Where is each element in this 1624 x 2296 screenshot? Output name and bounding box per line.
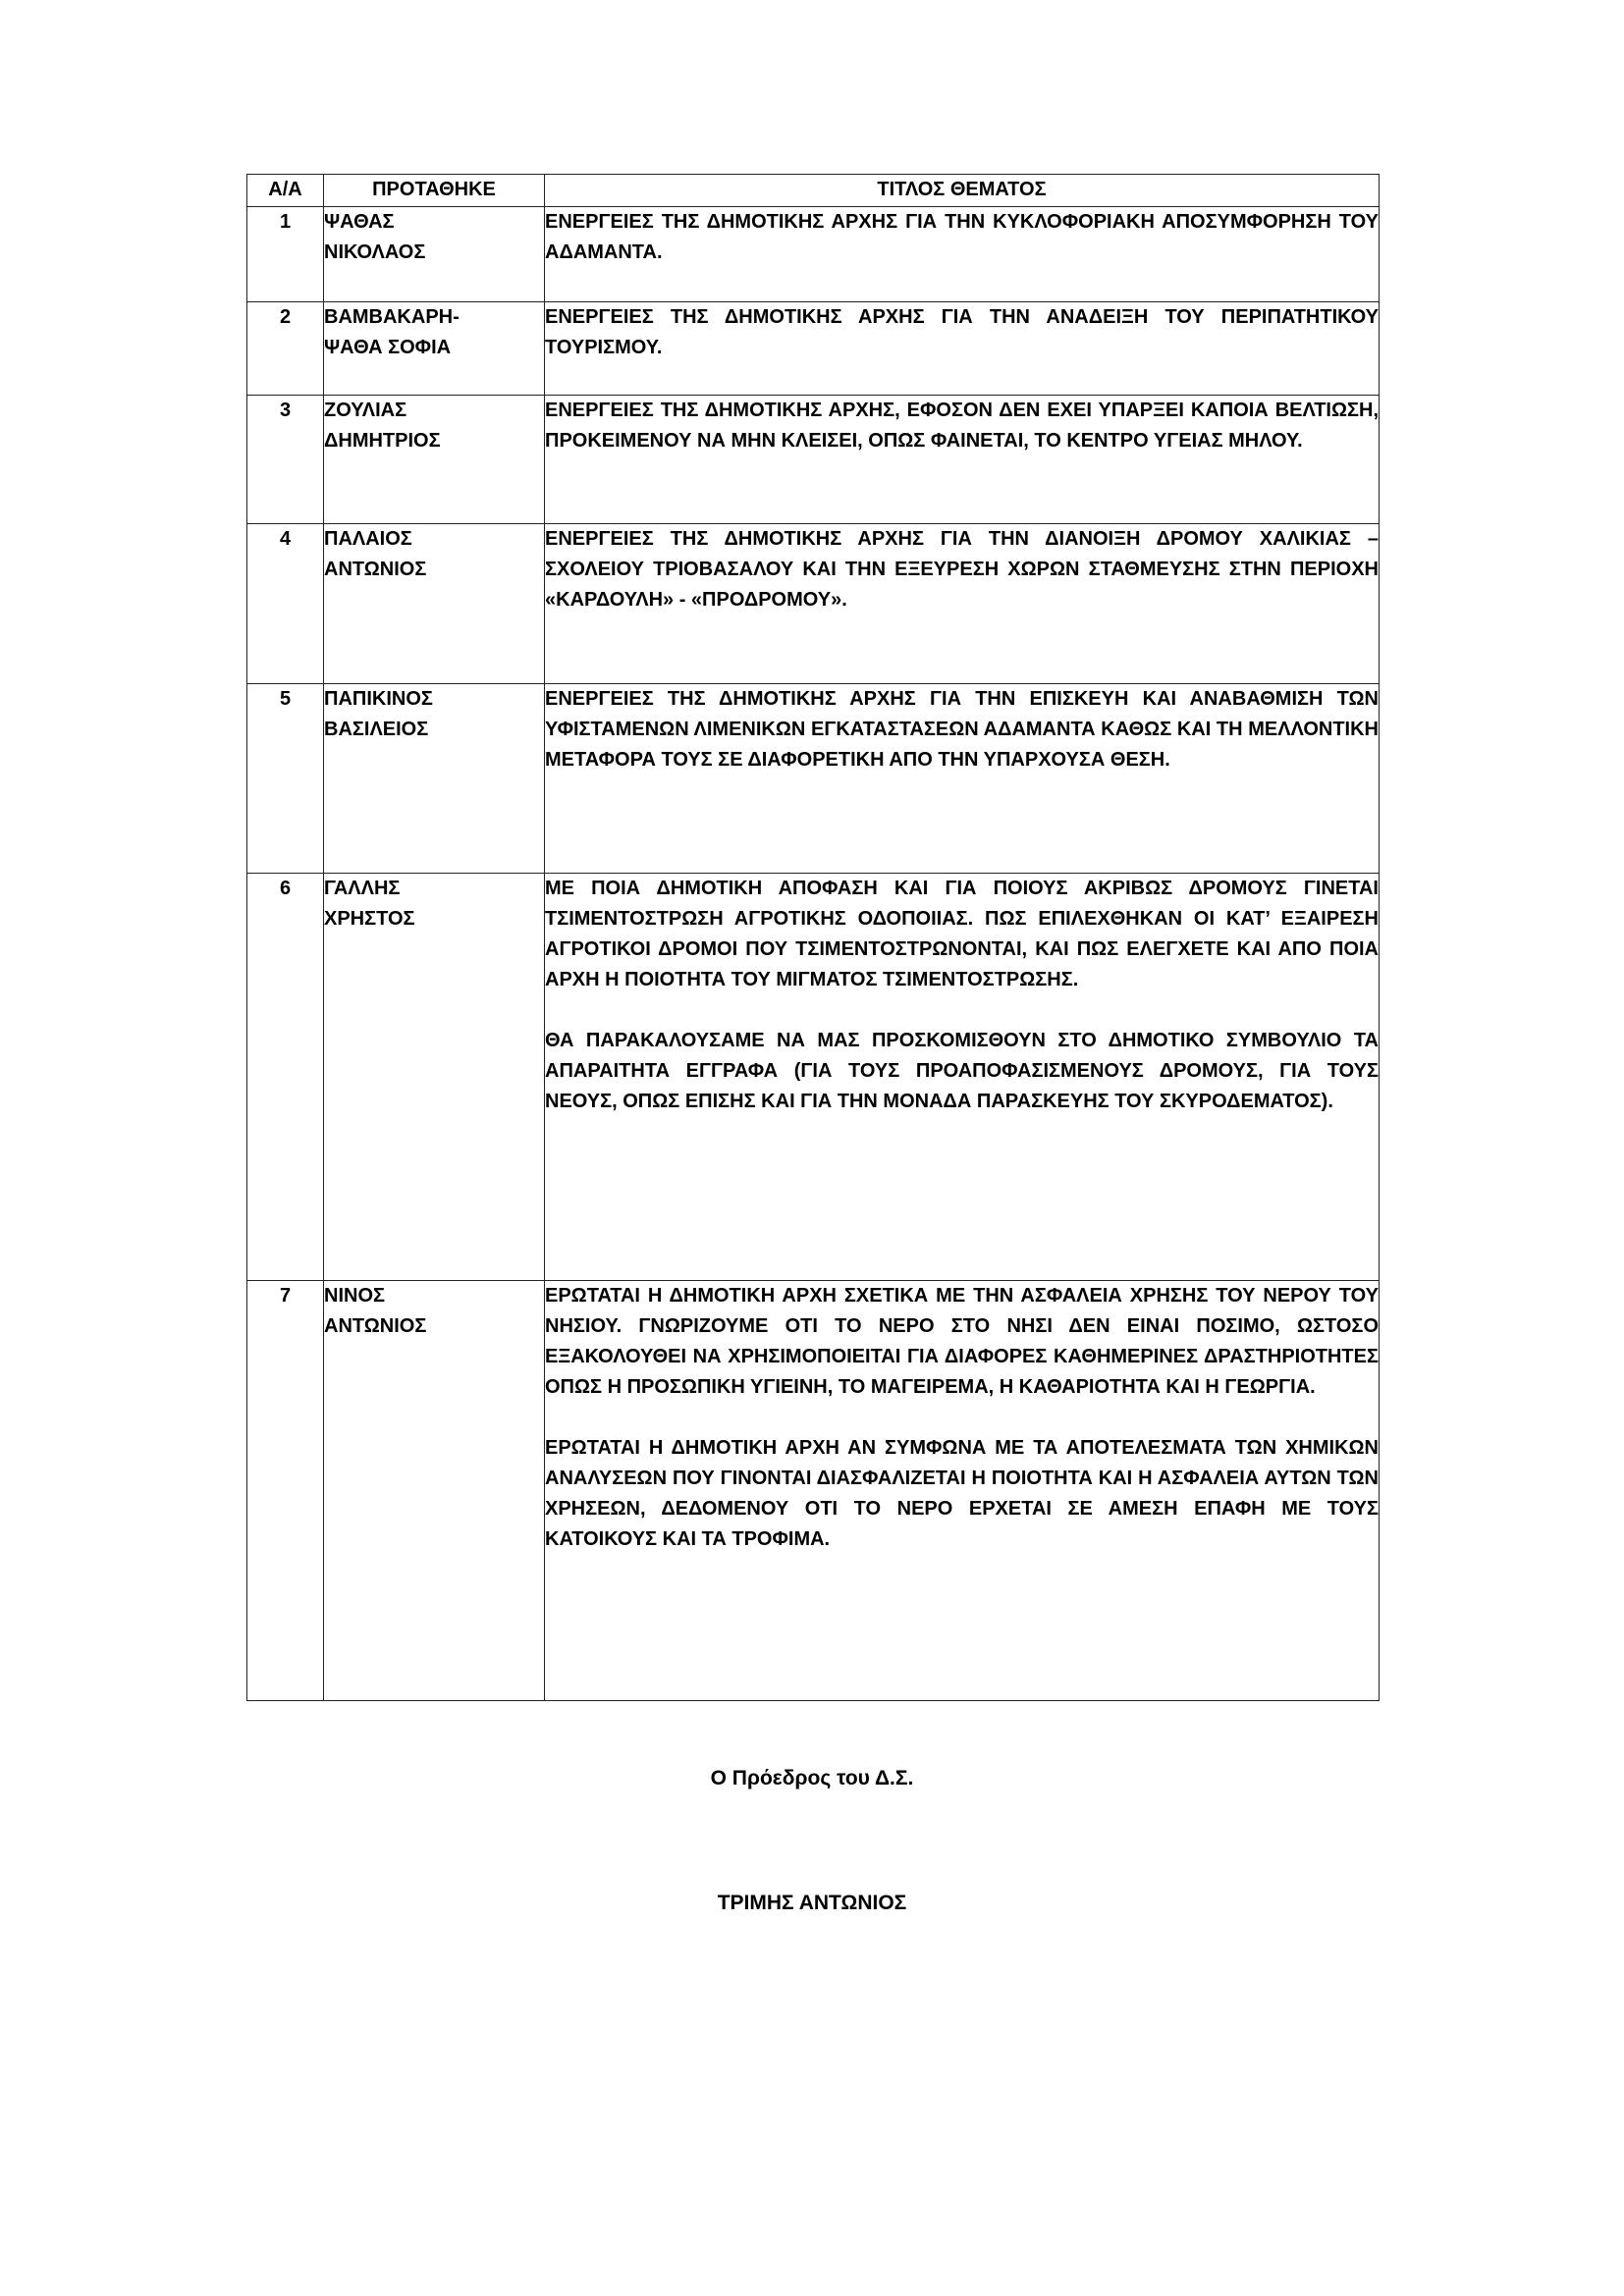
title-paragraph: ΕΝΕΡΓΕΙΕΣ ΤΗΣ ΔΗΜΟΤΙΚΗΣ ΑΡΧΗΣ, ΕΦΟΣΟΝ ΔΕΝ ΕΧΕΙ ΥΠΑΡΞΕΙ ΚΑΠΟΙΑ ΒΕΛΤΙΩΣΗ, ΠΡΟΚΕΙΜΕΝΟΥ ΝΑ ΜΗΝ ΚΛΕΙΣΕΙ, ΟΠΩΣ ΦΑΙΝΕΤΑΙ, ΤΟ ΚΕΝΤΡΟ ΥΓΕΙΑΣ ΜΗΛΟΥ.	[545, 400, 1379, 452]
title-paragraph: ΕΝΕΡΓΕΙΕΣ ΤΗΣ ΔΗΜΟΤΙΚΗΣ ΑΡΧΗΣ ΓΙΑ ΤΗΝ ΑΝΑΔΕΙΞΗ ΤΟΥ ΠΕΡΙΠΑΤΗΤΙΚΟΥ ΤΟΥΡΙΣΜΟΥ.	[545, 306, 1379, 358]
row-proposer	[324, 1281, 545, 1701]
proposer-line: ΠΑΛΑΙΟΣ	[324, 528, 412, 550]
row-proposer	[324, 524, 545, 684]
row-number: 2	[247, 302, 324, 396]
row-proposer	[324, 207, 545, 302]
row-number: 5	[247, 684, 324, 874]
title-paragraph: ΕΝΕΡΓΕΙΕΣ ΤΗΣ ΔΗΜΟΤΙΚΗΣ ΑΡΧΗΣ ΓΙΑ ΤΗΝ ΔΙΑΝΟΙΞΗ ΔΡΟΜΟΥ ΧΑΛΙΚΙΑΣ – ΣΧΟΛΕΙΟΥ ΤΡΙΟΒΑΣΑΛΟΥ ΚΑΙ ΤΗΝ ΕΞΕΥΡΕΣΗ ΧΩΡΩΝ ΣΤΑΘΜΕΥΣΗΣ ΣΤΗΝ ΠΕΡΙΟΧΗ «ΚΑΡΔΟΥΛΗ» - «ΠΡΟΔΡΟΜΟΥ».	[545, 528, 1379, 611]
table-row	[247, 396, 1380, 524]
row-proposer	[324, 302, 545, 396]
row-title	[545, 1281, 1380, 1701]
row-number: 7	[247, 1281, 324, 1701]
row-number: 6	[247, 874, 324, 1281]
row-title	[545, 302, 1380, 396]
row-proposer	[324, 396, 545, 524]
row-number: 4	[247, 524, 324, 684]
proposer-line: ΝΙΚΟΛΑΟΣ	[324, 241, 426, 263]
proposer-line: ΒΑΜΒΑΚΑΡΗ-	[324, 306, 460, 328]
proposer-line: ΨΑΘΑΣ	[324, 211, 395, 233]
row-title	[545, 207, 1380, 302]
title-paragraph: ΕΡΩΤΑΤΑΙ Η ΔΗΜΟΤΙΚΗ ΑΡΧΗ ΣΧΕΤΙΚΑ ΜΕ ΤΗΝ ΑΣΦΑΛΕΙΑ ΧΡΗΣΗΣ ΤΟΥ ΝΕΡΟΥ ΤΟΥ ΝΗΣΙΟΥ. ΓΝΩΡΙΖΟΥΜΕ ΟΤΙ ΤΟ ΝΕΡΟ ΣΤΟ ΝΗΣΙ ΔΕΝ ΕΙΝΑΙ ΠΟΣΙΜΟ, ΩΣΤΟΣΟ ΕΞΑΚΟΛΟΥΘΕΙ ΝΑ ΧΡΗΣΙΜΟΠΟΙΕΙΤΑΙ ΓΙΑ ΔΙΑΦΟΡΕΣ ΚΑΘΗΜΕΡΙΝΕΣ ΔΡΑΣΤΗΡΙΟΤΗΤΕΣ ΟΠΩΣ Η ΠΡΟΣΩΠΙΚΗ ΥΓΙΕΙΝΗ, ΤΟ ΜΑΓΕΙΡΕΜΑ, Η ΚΑΘΑΡΙΟΤΗΤΑ ΚΑΙ Η ΓΕΩΡΓΙΑ.	[545, 1285, 1379, 1398]
row-proposer	[324, 684, 545, 874]
title-paragraph: ΕΝΕΡΓΕΙΕΣ ΤΗΣ ΔΗΜΟΤΙΚΗΣ ΑΡΧΗΣ ΓΙΑ ΤΗΝ ΕΠΙΣΚΕΥΗ ΚΑΙ ΑΝΑΒΑΘΜΙΣΗ ΤΩΝ ΥΦΙΣΤΑΜΕΝΩΝ ΛΙΜΕΝΙΚΩΝ ΕΓΚΑΤΑΣΤΑΣΕΩΝ ΑΔΑΜΑΝΤΑ ΚΑΘΩΣ ΚΑΙ ΤΗ ΜΕΛΛΟΝΤΙΚΗ ΜΕΤΑΦΟΡΑ ΤΟΥΣ ΣΕ ΔΙΑΦΟΡΕΤΙΚΗ ΑΠΟ ΤΗΝ ΥΠΑΡΧΟΥΣΑ ΘΕΣΗ.	[545, 688, 1379, 771]
row-number: 1	[247, 207, 324, 302]
proposer-line: ΝΙΝΟΣ	[324, 1285, 386, 1307]
table-header-row	[247, 175, 1380, 207]
row-title	[545, 396, 1380, 524]
table-row	[247, 874, 1380, 1281]
agenda-table	[246, 174, 1380, 1701]
title-paragraph: ΘΑ ΠΑΡΑΚΑΛΟΥΣΑΜΕ ΝΑ ΜΑΣ ΠΡΟΣΚΟΜΙΣΘΟΥΝ ΣΤΟ ΔΗΜΟΤΙΚΟ ΣΥΜΒΟΥΛΙΟ ΤΑ ΑΠΑΡΑΙΤΗΤΑ ΕΓΓΡΑΦΑ (ΓΙΑ ΤΟΥΣ ΠΡΟΑΠΟΦΑΣΙΣΜΕΝΟΥΣ ΔΡΟΜΟΥΣ, ΓΙΑ ΤΟΥΣ ΝΕΟΥΣ, ΟΠΩΣ ΕΠΙΣΗΣ ΚΑΙ ΓΙΑ ΤΗΝ ΜΟΝΑΔΑ ΠΑΡΑΣΚΕΥΗΣ ΤΟΥ ΣΚΥΡΟΔΕΜΑΤΟΣ).	[545, 1030, 1379, 1112]
row-title	[545, 524, 1380, 684]
header-number: Α/Α	[247, 175, 324, 207]
proposer-line: ΧΡΗΣΤΟΣ	[324, 908, 415, 930]
proposer-line: ΔΗΜΗΤΡΙΟΣ	[324, 430, 441, 452]
header-proposer: ΠΡΟΤΑΘΗΚΕ	[324, 175, 545, 207]
table-row	[247, 1281, 1380, 1701]
proposer-line: ΨΑΘΑ ΣΟΦΙΑ	[324, 337, 452, 358]
title-paragraph: ΜΕ ΠΟΙΑ ΔΗΜΟΤΙΚΗ ΑΠΟΦΑΣΗ ΚΑΙ ΓΙΑ ΠΟΙΟΥΣ ΑΚΡΙΒΩΣ ΔΡΟΜΟΥΣ ΓΙΝΕΤΑΙ ΤΣΙΜΕΝΤΟΣΤΡΩΣΗ ΑΓΡΟΤΙΚΗΣ ΟΔΟΠΟΙΙΑΣ. ΠΩΣ ΕΠΙΛΕΧΘΗΚΑΝ ΟΙ ΚΑΤ’ ΕΞΑΙΡΕΣΗ ΑΓΡΟΤΙΚΟΙ ΔΡΟΜΟΙ ΠΟΥ ΤΣΙΜΕΝΤΟΣΤΡΩΝΟΝΤΑΙ, ΚΑΙ ΠΩΣ ΕΛΕΓΧΕΤΕ ΚΑΙ ΑΠΟ ΠΟΙΑ ΑΡΧΗ Η ΠΟΙΟΤΗΤΑ ΤΟΥ ΜΙΓΜΑΤΟΣ ΤΣΙΜΕΝΤΟΣΤΡΩΣΗΣ.	[545, 878, 1379, 990]
chairman-name: ΤΡΙΜΗΣ ΑΝΤΩΝΙΟΣ	[717, 1892, 907, 1914]
proposer-line: ΑΝΤΩΝΙΟΣ	[324, 1315, 427, 1337]
row-title	[545, 874, 1380, 1281]
proposer-line: ΠΑΠΙΚΙΝΟΣ	[324, 688, 433, 710]
table-row	[247, 302, 1380, 396]
proposer-line: ΓΑΛΛΗΣ	[324, 878, 401, 899]
title-paragraph: ΕΝΕΡΓΕΙΕΣ ΤΗΣ ΔΗΜΟΤΙΚΗΣ ΑΡΧΗΣ ΓΙΑ ΤΗΝ ΚΥΚΛΟΦΟΡΙΑΚΗ ΑΠΟΣΥΜΦΟΡΗΣΗ ΤΟΥ ΑΔΑΜΑΝΤΑ.	[545, 211, 1379, 263]
row-proposer	[324, 874, 545, 1281]
table-row	[247, 207, 1380, 302]
title-paragraph: ΕΡΩΤΑΤΑΙ Η ΔΗΜΟΤΙΚΗ ΑΡΧΗ ΑΝ ΣΥΜΦΩΝΑ ΜΕ ΤΑ ΑΠΟΤΕΛΕΣΜΑΤΑ ΤΩΝ ΧΗΜΙΚΩΝ ΑΝΑΛΥΣΕΩΝ ΠΟΥ ΓΙΝΟΝΤΑΙ ΔΙΑΣΦΑΛΙΖΕΤΑΙ Η ΠΟΙΟΤΗΤΑ ΚΑΙ Η ΑΣΦΑΛΕΙΑ ΑΥΤΩΝ ΤΩΝ ΧΡΗΣΕΩΝ, ΔΕΔΟΜΕΝΟΥ ΟΤΙ ΤΟ ΝΕΡΟ ΕΡΧΕΤΑΙ ΣΕ ΑΜΕΣΗ ΕΠΑΦΗ ΜΕ ΤΟΥΣ ΚΑΤΟΙΚΟΥΣ ΚΑΙ ΤΑ ΤΡΟΦΙΜΑ.	[545, 1437, 1379, 1550]
table-row	[247, 524, 1380, 684]
row-number: 3	[247, 396, 324, 524]
header-title: ΤΙΤΛΟΣ ΘΕΜΑΤΟΣ	[545, 175, 1380, 207]
proposer-line: ΒΑΣΙΛΕΙΟΣ	[324, 719, 429, 740]
row-title	[545, 684, 1380, 874]
proposer-line: ΑΝΤΩΝΙΟΣ	[324, 559, 427, 580]
table-row	[247, 684, 1380, 874]
chairman-title: Ο Πρόεδρος του Δ.Σ.	[710, 1767, 914, 1789]
proposer-line: ΖΟΥΛΙΑΣ	[324, 400, 407, 421]
